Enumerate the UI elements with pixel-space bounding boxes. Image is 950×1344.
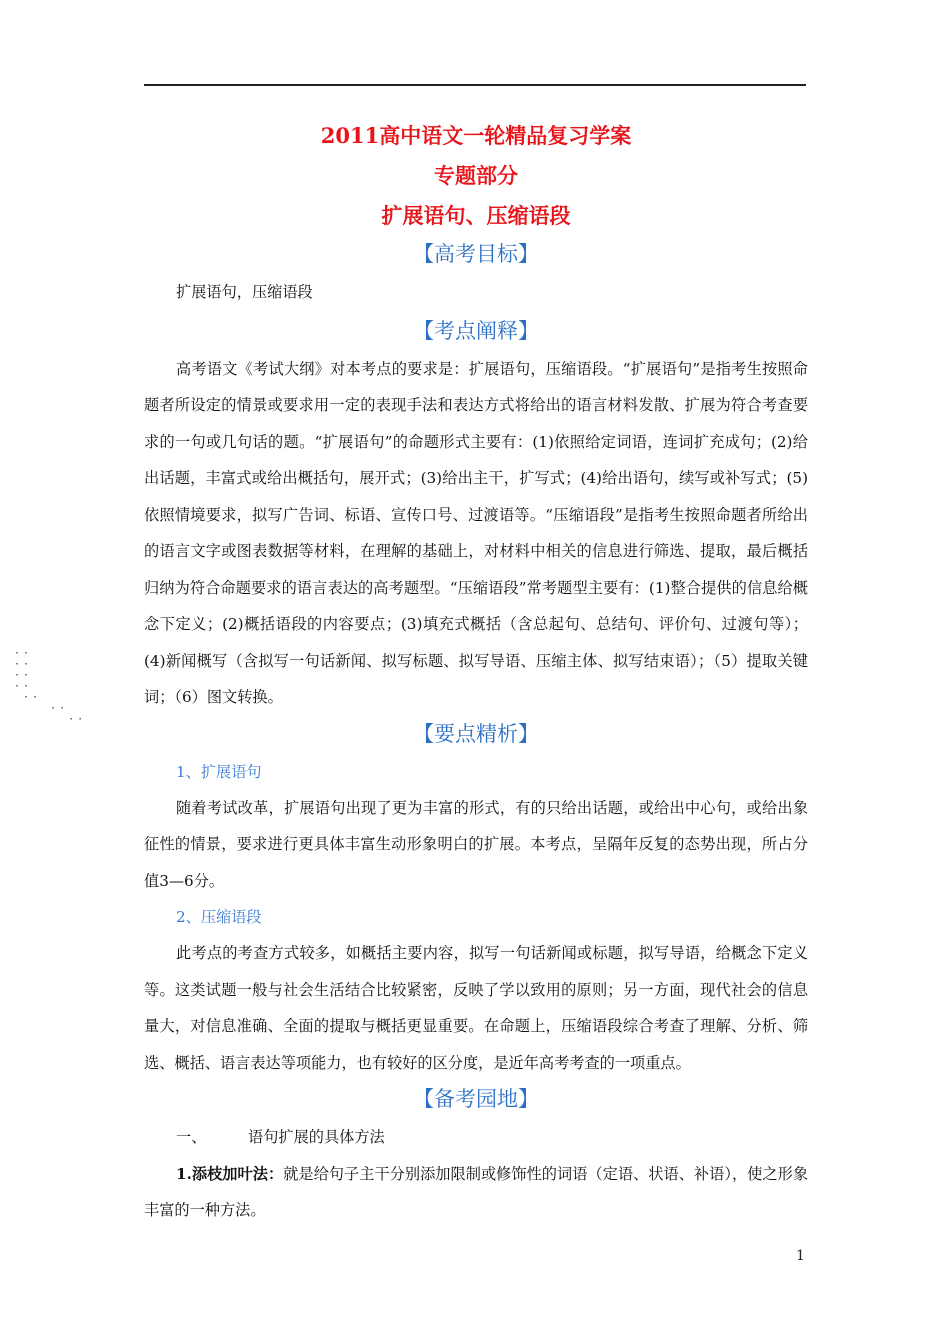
method-label: 1.添枝加叶法：	[176, 1164, 284, 1183]
explain-paragraph: 高考语文《考试大纲》对本考点的要求是：扩展语句，压缩语段。“扩展语句”是指考生按照命题者所设定的情景或要求用一定的表现手法和表达方式将给出的语言材料发散、扩展为符合考查要求的一句或几句话的题。“扩展语句”的命题形式主要有：(1)依照给定词语，连词扩充成句；(2)给出话题，丰富式或给出概括句，展开式；(3)给出主干，扩写式；(4)给出语句，续写或补写式；(5)依照情境要求，拟写广告词、标语、宣传口号、过渡语等。“压缩语段”是指考生按照命题者所给出的语言文字或图表数据等材料，在理解的基础上，对材料中相关的信息进行筛选、提取，最后概括归纳为符合命题要求的语言表达的高考题型。“压缩语段”常考题型主要有：(1)整合提供的信息给概念下定义；(2)概括语段的内容要点；(3)填充式概括（含总起句、总结句、评价句、过渡句等）；(4)新闻概写（含拟写一句话新闻、拟写标题、拟写导语、压缩主体、拟写结束语）；（5）提取关键词；（6）图文转换。	[144, 359, 808, 706]
list-item-methods	[176, 1119, 808, 1156]
goal-text: 扩展语句，压缩语段	[176, 283, 313, 301]
method-text: 就是给句子主干分别添加限制或修饰性的词语（定语、状语、补语），使之形象丰富的一种方法。	[144, 1164, 809, 1219]
heading-explain: 【考点阐释】	[413, 318, 539, 343]
doc-title-3: 扩展语句、压缩语段	[381, 203, 571, 228]
document-body	[144, 116, 808, 1229]
heading-goal: 【高考目标】	[413, 242, 539, 266]
heading-analysis: 【要点精析】	[413, 721, 539, 746]
margin-dots: ·· ·· ·· ·· ·· ·· ··	[14, 648, 87, 725]
subheading-expand: 1、扩展语句	[176, 762, 262, 781]
expand-paragraph: 随着考试改革，扩展语句出现了更为丰富的形式，有的只给出话题，或给出中心句，或给出象征性的情景，要求进行更具体丰富生动形象明白的扩展。本考点，呈隔年反复的态势出现，所占分值3—6分。	[144, 798, 808, 890]
list-number: 一、	[176, 1128, 207, 1146]
subheading-compress: 2、压缩语段	[176, 908, 262, 926]
doc-title-1: 2011高中语文一轮精品复习学案	[320, 123, 632, 148]
list-text: 语句扩展的具体方法	[248, 1128, 385, 1146]
header-rule	[144, 84, 806, 86]
compress-paragraph: 此考点的考查方式较多，如概括主要内容，拟写一句话新闻或标题，拟写导语，给概念下定义等。这类试题一般与社会生活结合比较紧密，反映了学以致用的原则；另一方面，现代社会的信息量大，对信息准确、全面的提取与概括更显重要。在命题上，压缩语段综合考查了理解、分析、筛选、概括、语言表达等项能力，也有较好的区分度，是近年高考考查的一项重点。	[144, 944, 808, 1072]
method-paragraph	[144, 1156, 808, 1229]
page-number: 1	[796, 1248, 805, 1264]
heading-prep: 【备考园地】	[413, 1087, 539, 1111]
doc-title-2: 专题部分	[434, 163, 518, 188]
